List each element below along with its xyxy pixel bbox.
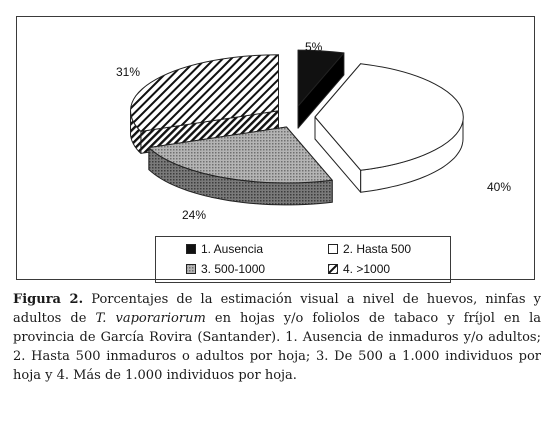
pct-label-500-1000: 24% [182,208,207,222]
legend-label-500-1000: 3. 500-1000 [201,262,266,276]
caption-label: Figura 2. [13,292,84,307]
legend-label-ausencia: 1. Ausencia [201,242,264,256]
legend-swatch-dotted [186,264,196,274]
legend-swatch-solid [186,244,196,254]
figure-caption [13,290,541,385]
pct-label-ausencia: 5% [305,40,323,54]
pct-label-mas-1000: 31% [116,65,141,79]
caption-text-after: en hojas y/o foliolos de tabaco y fríjol en la provincia de García Rovira (Santander). 1. Ausencia de inmaduros y/o adultos; 2. Hasta 500 inmaduros o adultos por hoja; 3. De 500 a 1.000 individuos por hoja y 4. Más de 1.000 individuos por hoja. [13,311,541,383]
legend-item-mas-1000 [328,262,390,276]
pct-label-hasta-500: 40% [487,180,512,194]
caption-text-before: Porcentajes de la estimación visual a nivel de huevos, ninfas y adultos de [13,292,541,326]
pie-walls [131,50,464,205]
legend-item-ausencia [186,242,263,256]
chart-legend [155,236,451,283]
legend-label-mas-1000: 4. >1000 [343,262,391,276]
legend-item-hasta-500 [328,242,411,256]
legend-swatch-white [328,244,338,254]
figure-frame [16,16,535,280]
legend-label-hasta-500: 2. Hasta 500 [343,242,412,256]
legend-swatch-hatched [328,264,338,274]
caption-species: T. vaporariorum [95,311,206,326]
legend-item-500-1000 [186,262,265,276]
